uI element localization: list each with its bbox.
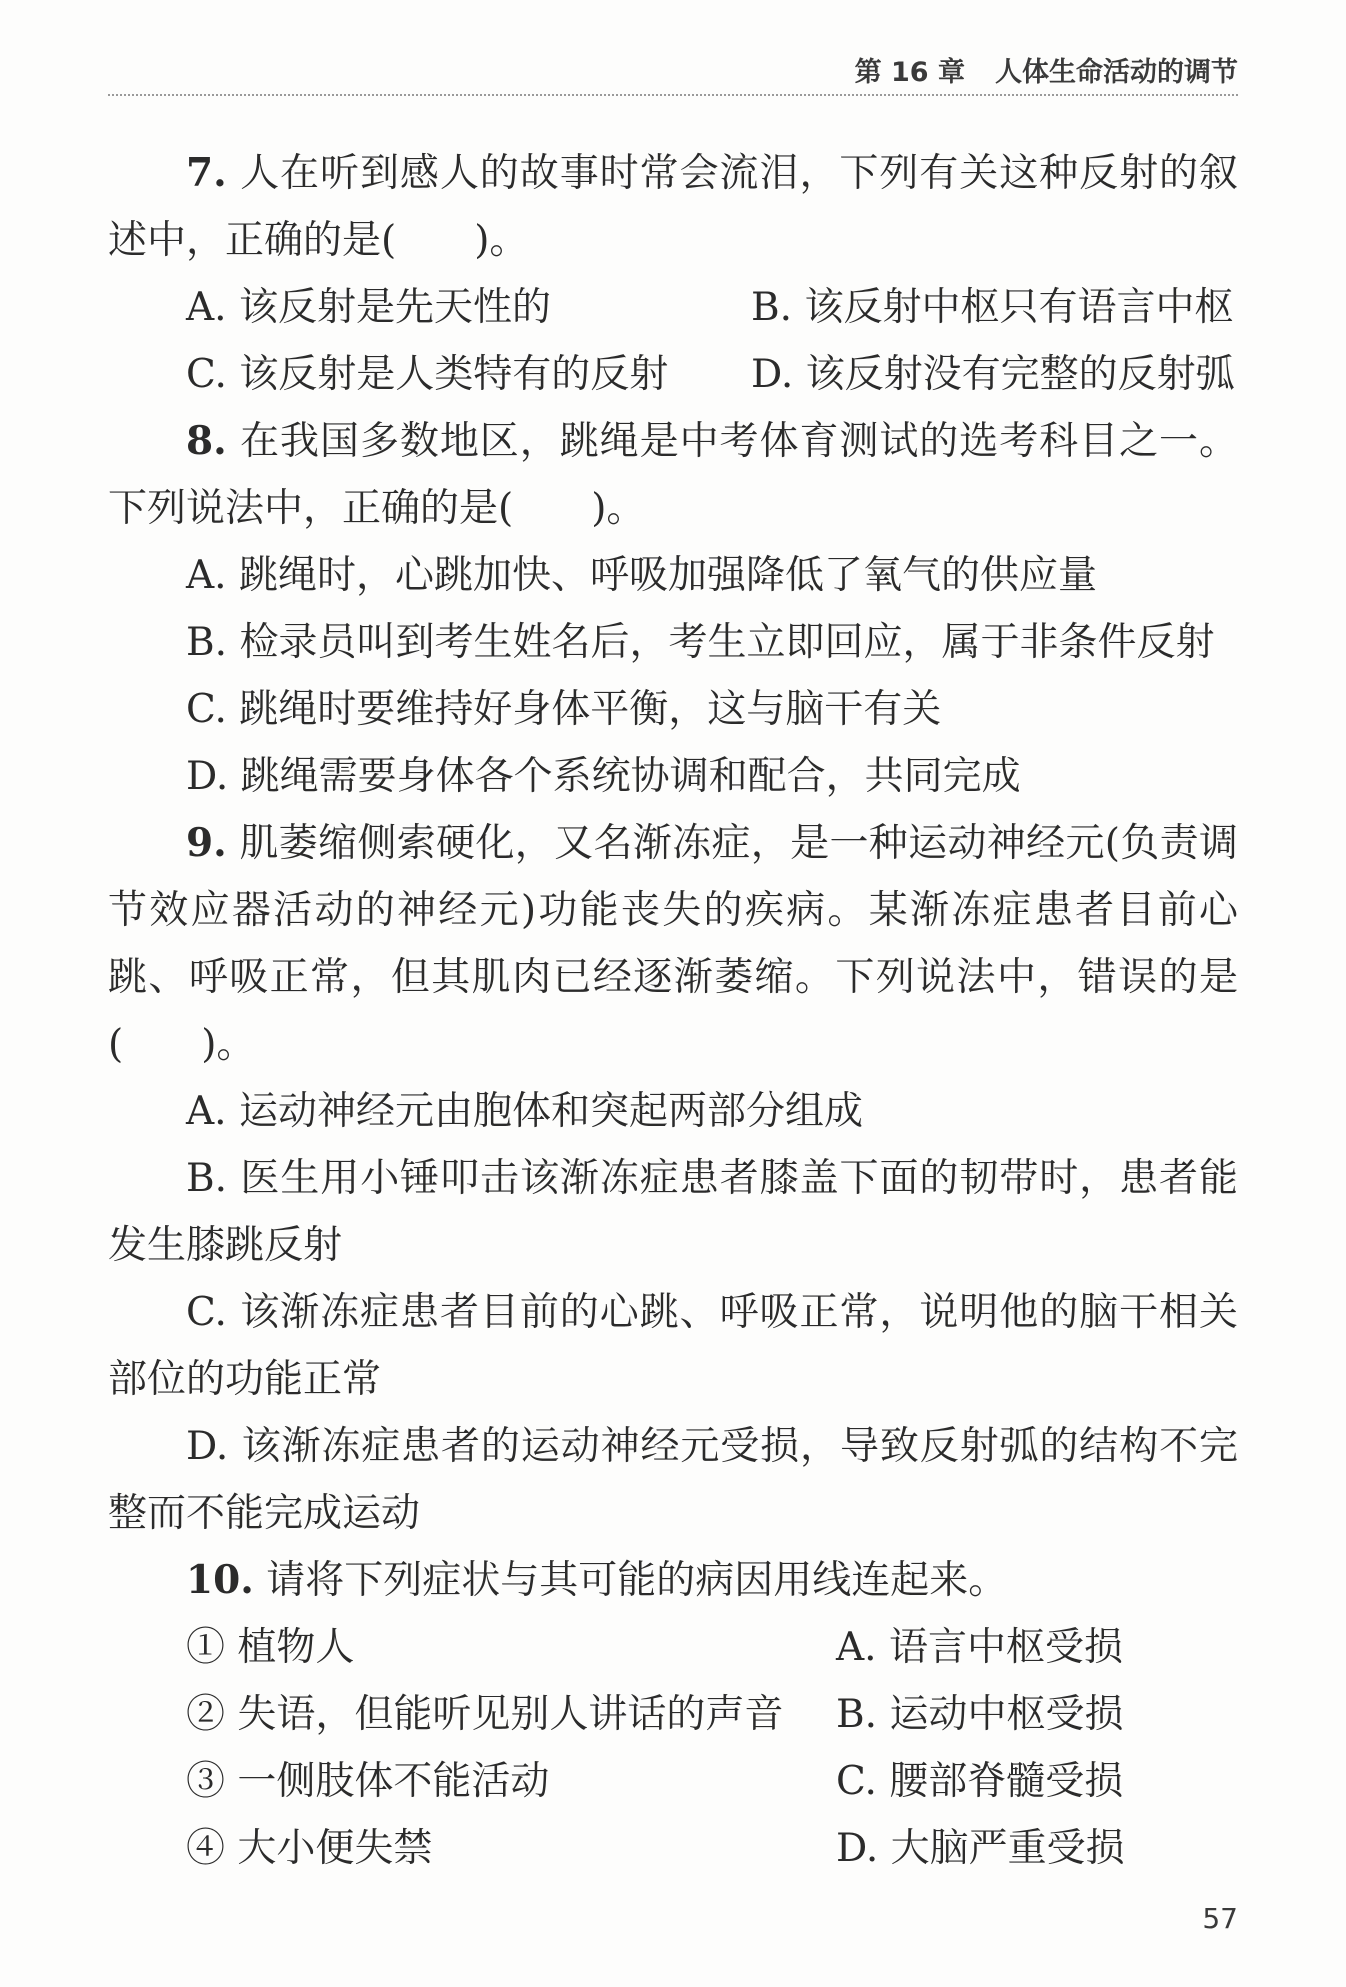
- option-c: C. 跳绳时要维持好身体平衡，这与脑干有关: [186, 687, 942, 732]
- page-content: [108, 140, 1238, 1882]
- question-stem: 肌萎缩侧索硬化，又名渐冻症，是一种运动神经元(负责调节效应器活动的神经元)功能丧失的疾病。某渐冻症患者目前心跳、呼吸正常，但其肌肉已经逐渐萎缩。下列说法中，错误的是( )。: [108, 821, 1238, 1067]
- match-row: [108, 1815, 1238, 1882]
- page-number: 57: [1202, 1902, 1238, 1935]
- question-7: [108, 140, 1238, 274]
- symptom-2: ② 失语，但能听见别人讲话的声音: [186, 1692, 784, 1737]
- option-c: C. 该渐冻症患者目前的心跳、呼吸正常，说明他的脑干相关部位的功能正常: [108, 1290, 1238, 1402]
- symptom-1: ① 植物人: [186, 1625, 355, 1670]
- question-stem: 请将下列症状与其可能的病因用线连起来。: [266, 1558, 1008, 1603]
- question-stem: 在我国多数地区，跳绳是中考体育测试的选考科目之一。下列说法中，正确的是( )。: [108, 419, 1238, 531]
- question-number: 9.: [186, 820, 227, 866]
- question-8: [108, 408, 1238, 542]
- cause-d: D. 大脑严重受损: [836, 1826, 1125, 1871]
- cause-b: B. 运动中枢受损: [836, 1692, 1124, 1737]
- symptom-4: ④ 大小便失禁: [186, 1826, 433, 1871]
- cause-a: A. 语言中枢受损: [836, 1625, 1123, 1670]
- cause-c: C. 腰部脊髓受损: [836, 1759, 1124, 1804]
- option-d: D. 该渐冻症患者的运动神经元受损，导致反射弧的结构不完整而不能完成运动: [108, 1424, 1238, 1536]
- option-a: A. 该反射是先天性的: [186, 285, 551, 330]
- option-b: B. 检录员叫到考生姓名后，考生立即回应，属于非条件反射: [186, 620, 1215, 665]
- option-c: C. 该反射是人类特有的反射: [186, 352, 669, 397]
- option-a: A. 运动神经元由胞体和突起两部分组成: [186, 1089, 863, 1134]
- option-b: B. 医生用小锤叩击该渐冻症患者膝盖下面的韧带时，患者能发生膝跳反射: [108, 1156, 1238, 1268]
- option-a: A. 跳绳时，心跳加快、呼吸加强降低了氧气的供应量: [186, 553, 1097, 598]
- chapter-title: 人体生命活动的调节: [995, 56, 1238, 88]
- match-row: [108, 1748, 1238, 1815]
- chapter-number: 第 16 章: [854, 56, 965, 88]
- question-9: [108, 810, 1238, 1078]
- option-d: D. 跳绳需要身体各个系统协调和配合，共同完成: [186, 754, 1021, 799]
- match-row: [108, 1614, 1238, 1681]
- option-d: D. 该反射没有完整的反射弧: [751, 352, 1235, 397]
- symptom-3: ③ 一侧肢体不能活动: [186, 1759, 550, 1804]
- question-number: 10.: [186, 1557, 254, 1603]
- question-number: 8.: [186, 418, 227, 464]
- match-row: [108, 1681, 1238, 1748]
- page-header: [108, 44, 1238, 96]
- options-row: [108, 341, 1238, 408]
- options-row: [108, 274, 1238, 341]
- question-stem: 人在听到感人的故事时常会流泪，下列有关这种反射的叙述中，正确的是( )。: [108, 151, 1238, 263]
- question-number: 7.: [186, 150, 227, 196]
- question-10: [108, 1547, 1238, 1614]
- option-b: B. 该反射中枢只有语言中枢: [751, 285, 1234, 330]
